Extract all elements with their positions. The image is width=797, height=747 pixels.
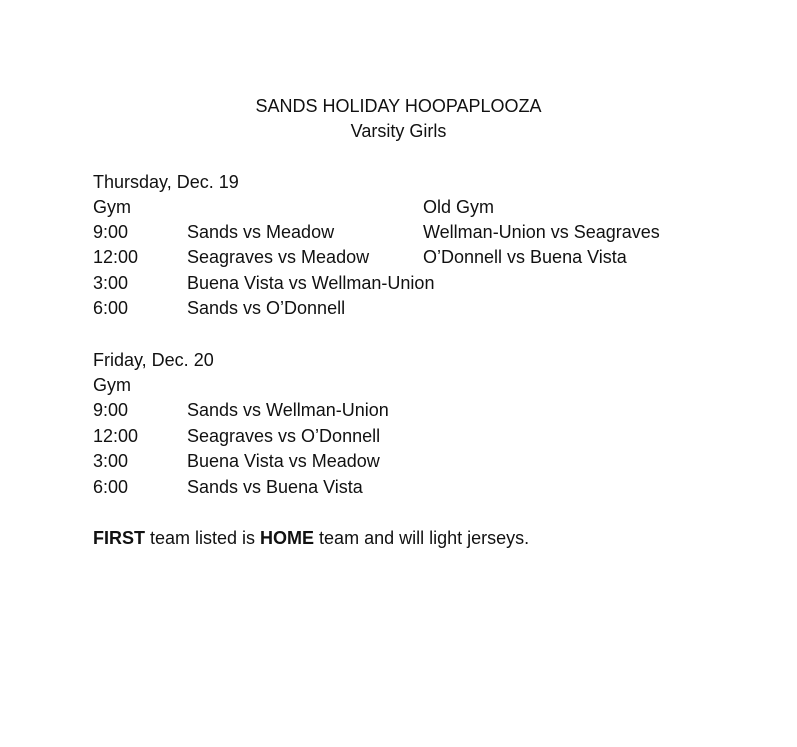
gym-matchup: Buena Vista vs Wellman-Union bbox=[187, 273, 435, 293]
game-row bbox=[0, 271, 797, 296]
game-row bbox=[0, 475, 797, 500]
gym-matchup: Sands vs Wellman-Union bbox=[187, 400, 389, 420]
document-subtitle: Varsity Girls bbox=[350, 121, 447, 141]
note-middle-text: team listed is bbox=[145, 528, 261, 548]
game-time: 6:00 bbox=[93, 477, 129, 497]
day-heading-thursday: Thursday, Dec. 19 bbox=[93, 172, 239, 192]
game-row bbox=[0, 296, 797, 321]
game-row bbox=[0, 220, 797, 245]
game-row bbox=[0, 449, 797, 474]
game-time: 6:00 bbox=[93, 298, 129, 318]
document-header bbox=[0, 94, 797, 144]
game-time: 9:00 bbox=[93, 222, 129, 242]
gym-label: Gym bbox=[93, 197, 131, 217]
game-row bbox=[0, 398, 797, 423]
gym-matchup: Buena Vista vs Meadow bbox=[187, 451, 380, 471]
old-gym-matchup: Wellman-Union vs Seagraves bbox=[423, 222, 660, 242]
document-title: SANDS HOLIDAY HOOPAPLOOZA bbox=[255, 96, 542, 116]
gym-matchup: Sands vs Meadow bbox=[187, 222, 335, 242]
game-time: 3:00 bbox=[93, 273, 129, 293]
gym-matchup: Seagraves vs O’Donnell bbox=[187, 426, 381, 446]
home-team-note bbox=[93, 526, 529, 551]
note-home-bold: HOME bbox=[260, 528, 315, 548]
old-gym-matchup: O’Donnell vs Buena Vista bbox=[423, 247, 627, 267]
day-heading-friday: Friday, Dec. 20 bbox=[93, 350, 214, 370]
game-time: 12:00 bbox=[93, 426, 139, 446]
game-row bbox=[0, 424, 797, 449]
old-gym-label: Old Gym bbox=[423, 197, 495, 217]
game-time: 9:00 bbox=[93, 400, 129, 420]
gym-matchup: Sands vs Buena Vista bbox=[187, 477, 363, 497]
gym-matchup: Seagraves vs Meadow bbox=[187, 247, 370, 267]
gym-matchup: Sands vs O’Donnell bbox=[187, 298, 346, 318]
game-time: 12:00 bbox=[93, 247, 139, 267]
note-first-bold: FIRST bbox=[93, 528, 145, 548]
game-time: 3:00 bbox=[93, 451, 129, 471]
venue-header-row bbox=[0, 373, 797, 398]
note-end-text: team and will light jerseys. bbox=[314, 528, 530, 548]
game-row bbox=[0, 245, 797, 270]
gym-label: Gym bbox=[93, 375, 131, 395]
venue-header-row bbox=[0, 195, 797, 220]
